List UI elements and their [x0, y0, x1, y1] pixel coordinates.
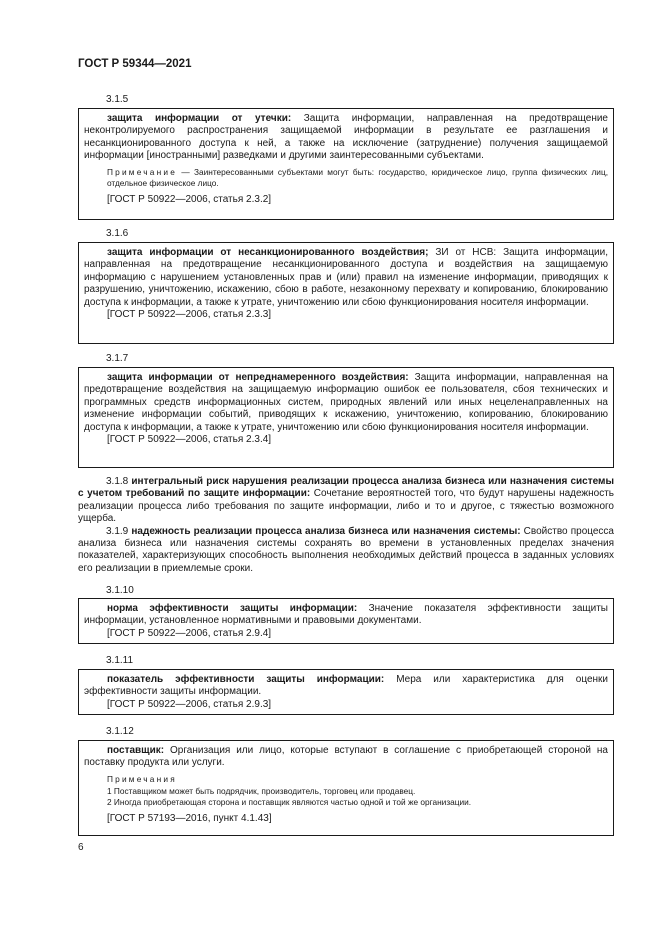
clause-number-3-1-6: 3.1.6	[106, 228, 129, 239]
notes-label: Примечания	[107, 773, 177, 784]
note-2: 2 Иногда приобретающая сторона и поставщик являются частью одной и той же организации.	[107, 796, 472, 807]
term-name: защита информации от непреднамеренного воздействия:	[107, 372, 409, 383]
term-box-3-1-6	[78, 242, 614, 344]
term-box-3-1-10	[78, 598, 614, 644]
note	[84, 167, 608, 189]
source-reference: [ГОСТ Р 57193—2016, пункт 4.1.43]	[107, 812, 272, 824]
note-1: 1 Поставщиком может быть подрядчик, производитель, торговец или продавец.	[107, 785, 416, 796]
source-reference: [ГОСТ Р 50922—2006, статья 2.3.3]	[107, 309, 272, 321]
term-definition	[84, 745, 608, 770]
term-name: защита информации от утечки:	[107, 113, 292, 124]
page-number: 6	[78, 842, 84, 853]
definition-text: Защита информации, направленная на предотвращение неконтролируемого распространения защищаемой информации в результате ее разглашения и несанкционированного доступа к ней, а также на исключение (затруднение) получения защищаемой информации [иностранными] разведками и другими заинтересованными субъектами.	[84, 113, 608, 162]
term-definition	[84, 372, 608, 434]
clause-number-3-1-7: 3.1.7	[106, 353, 129, 364]
notes	[84, 774, 608, 808]
term-box-3-1-5	[78, 108, 614, 220]
clause-number: 3.1.9	[106, 525, 129, 537]
term-name: защита информации от несанкционированного воздействия;	[107, 247, 429, 258]
definition-text: Свойство процесса анализа бизнеса или назначения системы сохранять во времени в установленных пределах значения показателей, характеризующих способность выполнения необходимых действий процесса в заданных условиях его реализации в приемлемые сроки.	[78, 525, 614, 574]
definition-text: Организация или лицо, которые вступают в соглашение с приобретающей стороной на поставку продукта или услуги.	[84, 745, 608, 769]
term-box-3-1-7	[78, 367, 614, 468]
term-name: норма эффективности защиты информации:	[107, 603, 358, 614]
definition-text: Защита информации, направленная на предотвращение воздействия на защищаемую информацию ошибок ее пользователя, сбоя технических и программных средств информационных систем, природных явлений или иных нецеленаправленных на изменение информации событий, приводящих к искажению, уничтожению, копированию, блокированию доступа к информации, а также к утрате, уничтожению или сбою функционирования носителя информации.	[84, 372, 608, 433]
term-definition	[84, 603, 608, 628]
clause-3-1-9	[78, 526, 614, 576]
term-name: показатель эффективности защиты информации:	[107, 674, 385, 685]
note-text: — Заинтересованными субъектами могут быть: государство, юридическое лицо, группа физических лиц, отдельное физическое лицо.	[107, 166, 608, 188]
term-definition	[84, 674, 608, 699]
term-name: интегральный риск нарушения реализации процесса анализа бизнеса или назначения системы с учетом требований по защите информации:	[78, 476, 614, 500]
clause-3-1-8	[78, 476, 614, 526]
source-reference: [ГОСТ Р 50922—2006, статья 2.9.3]	[107, 698, 272, 710]
clauses-3-1-8-3-1-9	[78, 476, 614, 575]
source-reference: [ГОСТ Р 50922—2006, статья 2.9.4]	[107, 627, 272, 639]
definition-text: Значение показателя эффективности защиты информации, установленное нормативными и правовыми документами.	[84, 603, 608, 627]
clause-number-3-1-12: 3.1.12	[106, 726, 134, 737]
source-reference: [ГОСТ Р 50922—2006, статья 2.3.4]	[107, 434, 272, 446]
note-label: Примечание	[107, 166, 178, 177]
term-box-3-1-11	[78, 669, 614, 715]
definition-text: Сочетание вероятностей того, что будут нарушены надежность реализации процесса либо требования по защите информации, либо и то и другое, с тяжестью возможного ущерба.	[78, 488, 614, 525]
clause-number-3-1-11: 3.1.11	[106, 655, 134, 666]
clause-number: 3.1.8	[106, 476, 129, 487]
clause-number-3-1-10: 3.1.10	[106, 585, 134, 596]
term-definition	[84, 113, 608, 163]
term-name: поставщик:	[107, 745, 165, 756]
term-box-3-1-12	[78, 740, 614, 836]
clause-number-3-1-5: 3.1.5	[106, 94, 129, 105]
term-definition	[84, 247, 608, 309]
term-name: надежность реализации процесса анализа бизнеса или назначения системы:	[131, 525, 521, 537]
document-header: ГОСТ Р 59344—2021	[78, 58, 192, 70]
source-reference: [ГОСТ Р 50922—2006, статья 2.3.2]	[107, 193, 272, 205]
definition-text: Мера или характеристика для оценки эффективности защиты информации.	[84, 674, 609, 698]
definition-text: ЗИ от НСВ: Защита информации, направленная на предотвращение несанкционированного доступа и воздействия на защищаемую информацию с нарушением установленных прав и (или) правил на изменение информации, приводящих к разрушению, уничтожению, искажению, сбою в работе, незаконному перехвату и копированию, блокированию доступа к информации, а также к утрате, уничтожению или сбою функционирования носителя информации.	[84, 247, 608, 308]
